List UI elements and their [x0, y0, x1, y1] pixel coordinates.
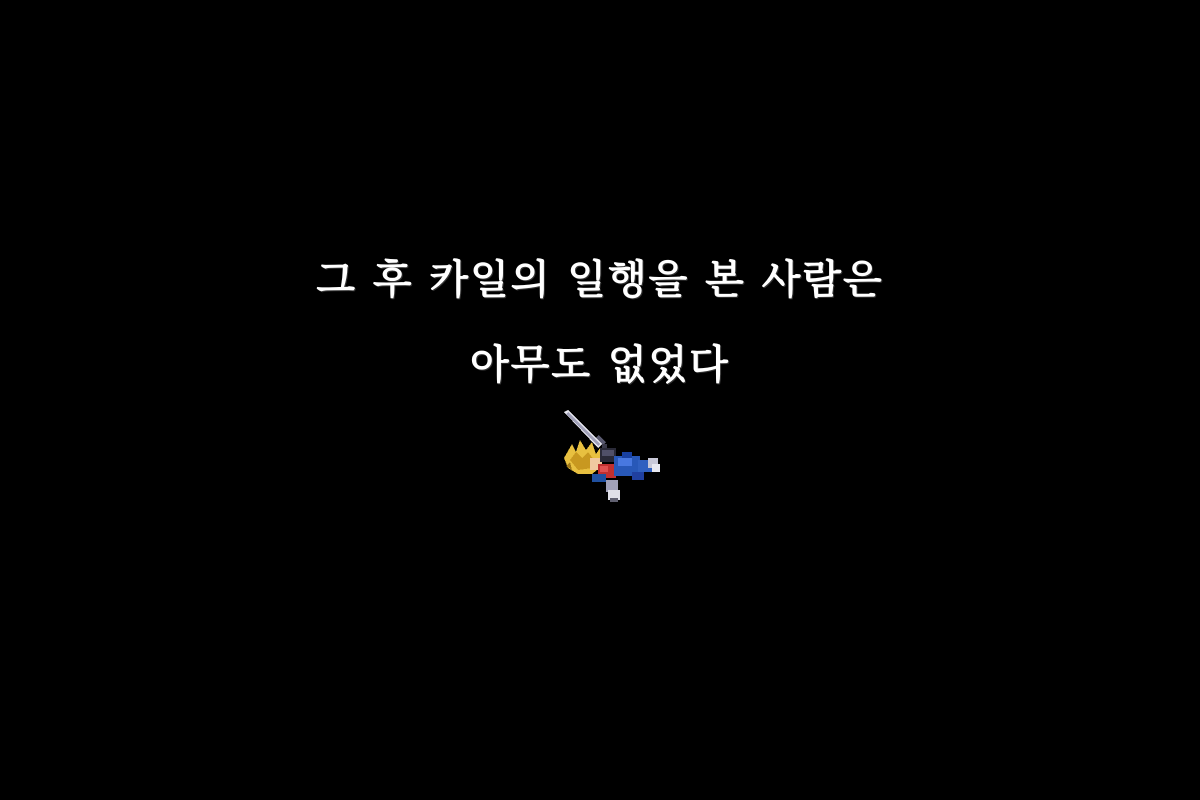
boots-icon — [606, 480, 620, 502]
narration-line-1: 그 후 카일의 일행을 본 사람은 — [316, 256, 884, 303]
fallen-swordsman-sprite-icon — [562, 408, 666, 508]
sword-icon — [564, 410, 607, 449]
narration-line-2: 아무도 없었다 — [470, 341, 730, 388]
